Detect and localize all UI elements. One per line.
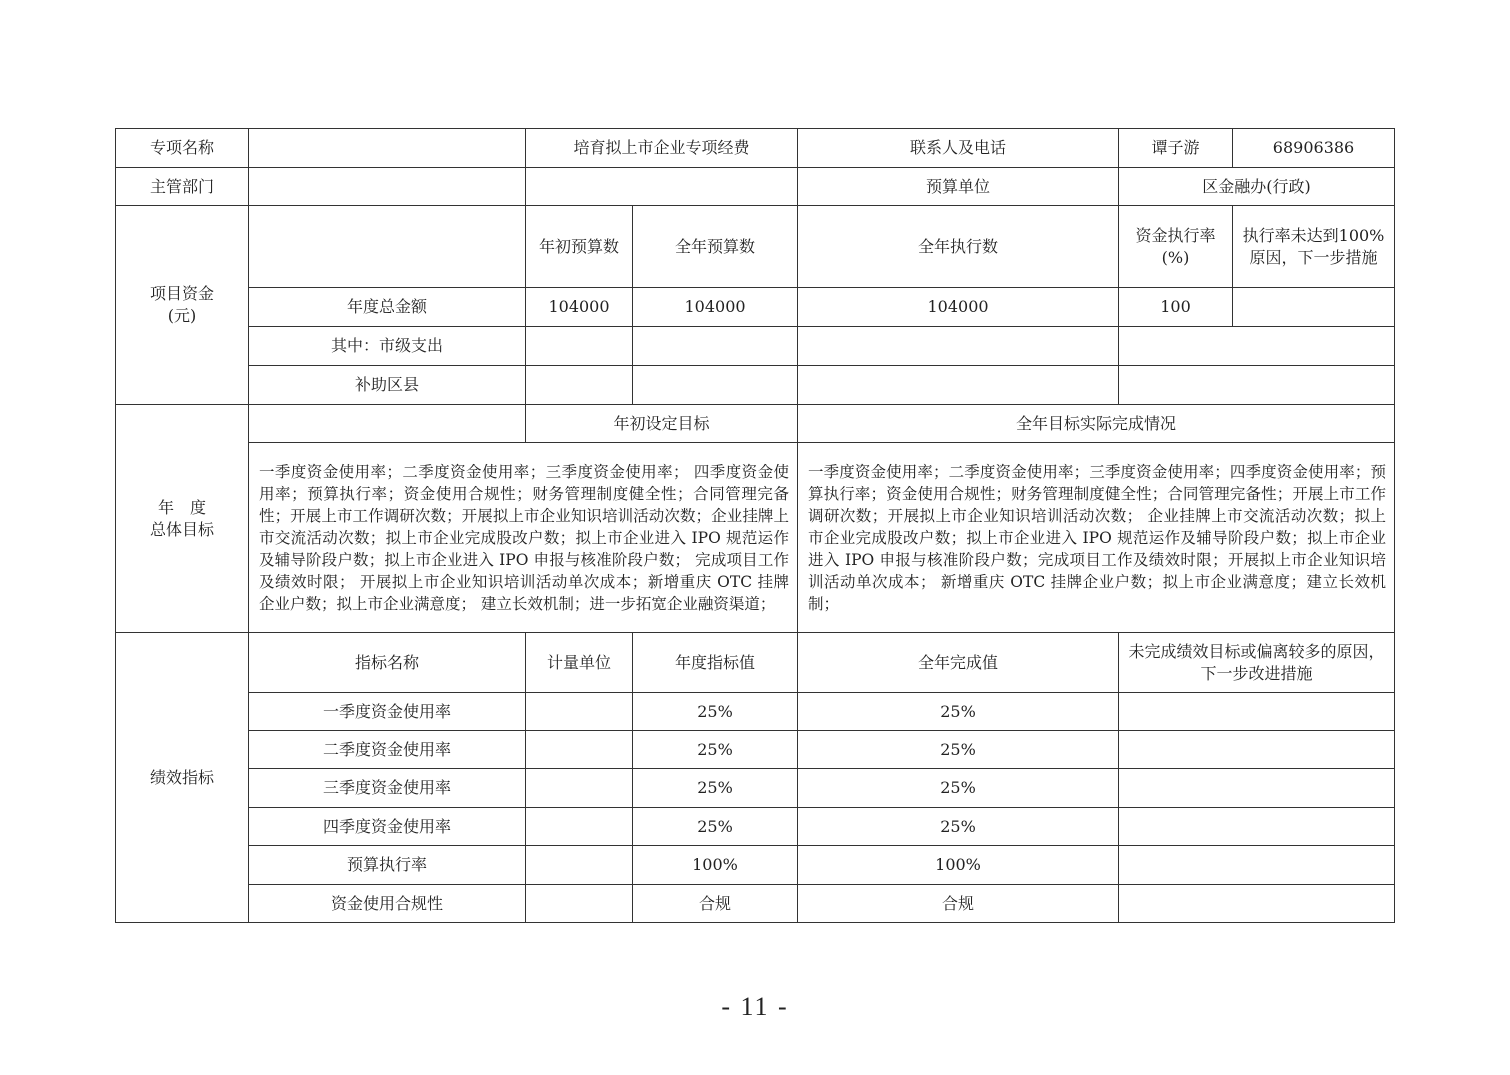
goals-text-row <box>116 443 1395 633</box>
executed-value: 104000 <box>798 288 1119 327</box>
actual-header: 全年完成值 <box>798 633 1119 693</box>
table-row <box>116 693 1395 731</box>
contact-phone: 68906386 <box>1233 129 1395 168</box>
initial-budget-value <box>526 327 633 366</box>
project-performance-table <box>115 128 1395 923</box>
indicator-reason <box>1119 693 1395 731</box>
project-name-row <box>116 129 1395 168</box>
initial-goals-header: 年初设定目标 <box>526 405 798 443</box>
funds-row <box>116 288 1395 327</box>
initial-goals-text: 一季度资金使用率；二季度资金使用率；三季度资金使用率； 四季度资金使用率；预算执行率；资金使用合规性；财务管理制度健全性；合同管理完备性；开展上市工作调研次数；开展拟上市企业知识培训活动次数；企业挂牌上市交流活动次数；拟上市企业完成股改户数；拟上市企业进入 IPO 规范运作及辅导阶段户数；拟上市企业进入 IPO 申报与核准阶段户数； 完成项目工作及绩效时限； 开展拟上市企业知识培训活动单次成本；新增重庆 OTC 挂牌企业户数；拟上市企业满意度； 建立长效机制；进一步拓宽企业融资渠道； <box>249 443 798 633</box>
reason-header: 执行率未达到100% 原因，下一步措施 <box>1233 206 1395 288</box>
indicator-target: 25% <box>633 693 798 731</box>
indicator-unit <box>526 769 633 808</box>
funds-header-row <box>116 206 1395 288</box>
funds-section-label: 项目资金 (元) <box>116 206 249 405</box>
indicator-actual: 25% <box>798 769 1119 808</box>
table-row <box>116 808 1395 846</box>
department-value <box>526 168 798 206</box>
initial-budget-value: 104000 <box>526 288 633 327</box>
indicator-target: 25% <box>633 731 798 769</box>
executed-value <box>798 366 1119 405</box>
performance-section-label: 绩效指标 <box>116 633 249 923</box>
table-row <box>116 731 1395 769</box>
initial-budget-value <box>526 366 633 405</box>
indicator-actual: 25% <box>798 693 1119 731</box>
empty-cell <box>249 168 526 206</box>
table-row <box>116 885 1395 923</box>
full-year-budget-value <box>633 327 798 366</box>
budget-unit-label: 预算单位 <box>798 168 1119 206</box>
indicator-reason <box>1119 846 1395 885</box>
indicator-reason <box>1119 731 1395 769</box>
indicator-actual: 100% <box>798 846 1119 885</box>
indicator-unit <box>526 731 633 769</box>
department-row <box>116 168 1395 206</box>
table-row <box>116 846 1395 885</box>
indicator-unit <box>526 846 633 885</box>
actual-goals-text: 一季度资金使用率；二季度资金使用率；三季度资金使用率；四季度资金使用率；预算执行率；资金使用合规性；财务管理制度健全性；合同管理完备性；开展上市工作调研次数；开展拟上市企业知识培训活动次数； 企业挂牌上市交流活动次数；拟上市企业完成股改户数；拟上市企业进入 IPO 规范运作及辅导阶段户数；拟上市企业进入 IPO 申报与核准阶段户数；完成项目工作及绩效时限；开展拟上市企业知识培训活动单次成本； 新增重庆 OTC 挂牌企业户数；拟上市企业满意度；建立长效机制； <box>798 443 1395 633</box>
indicator-unit <box>526 808 633 846</box>
indicator-target: 25% <box>633 808 798 846</box>
indicator-reason <box>1119 769 1395 808</box>
indicator-actual: 25% <box>798 731 1119 769</box>
full-year-budget-value: 104000 <box>633 288 798 327</box>
indicator-unit <box>526 885 633 923</box>
budget-unit-value: 区金融办(行政) <box>1119 168 1395 206</box>
target-header: 年度指标值 <box>633 633 798 693</box>
indicator-name: 一季度资金使用率 <box>249 693 526 731</box>
department-label: 主管部门 <box>116 168 249 206</box>
indicator-actual: 合规 <box>798 885 1119 923</box>
reason-value <box>1233 288 1395 327</box>
deviation-reason-header: 未完成绩效目标或偏离较多的原因，下一步改进措施 <box>1119 633 1395 693</box>
execution-rate-value <box>1119 327 1395 366</box>
indicator-actual: 25% <box>798 808 1119 846</box>
goals-section-label: 年 度 总体目标 <box>116 405 249 633</box>
execution-rate-header: 资金执行率(%) <box>1119 206 1233 288</box>
performance-header-row <box>116 633 1395 693</box>
table-row <box>116 769 1395 808</box>
indicator-reason <box>1119 808 1395 846</box>
indicator-name: 二季度资金使用率 <box>249 731 526 769</box>
full-year-budget-header: 全年预算数 <box>633 206 798 288</box>
unit-header: 计量单位 <box>526 633 633 693</box>
indicator-target: 合规 <box>633 885 798 923</box>
execution-rate-value: 100 <box>1119 288 1233 327</box>
indicator-name: 三季度资金使用率 <box>249 769 526 808</box>
funds-row-label: 其中：市级支出 <box>249 327 526 366</box>
actual-goals-header: 全年目标实际完成情况 <box>798 405 1395 443</box>
indicator-target: 100% <box>633 846 798 885</box>
contact-name: 谭子游 <box>1119 129 1233 168</box>
empty-cell <box>249 206 526 288</box>
empty-cell <box>249 129 526 168</box>
project-name-value: 培育拟上市企业专项经费 <box>526 129 798 168</box>
full-year-budget-value <box>633 366 798 405</box>
indicator-unit <box>526 693 633 731</box>
indicator-name: 资金使用合规性 <box>249 885 526 923</box>
executed-header: 全年执行数 <box>798 206 1119 288</box>
initial-budget-header: 年初预算数 <box>526 206 633 288</box>
indicator-name: 预算执行率 <box>249 846 526 885</box>
funds-row-label: 年度总金额 <box>249 288 526 327</box>
indicator-name-header: 指标名称 <box>249 633 526 693</box>
project-name-label: 专项名称 <box>116 129 249 168</box>
funds-row <box>116 327 1395 366</box>
page-number: - 11 - <box>721 992 789 1021</box>
indicator-target: 25% <box>633 769 798 808</box>
funds-row <box>116 366 1395 405</box>
funds-row-label: 补助区县 <box>249 366 526 405</box>
goals-header-row <box>116 405 1395 443</box>
indicator-reason <box>1119 885 1395 923</box>
executed-value <box>798 327 1119 366</box>
empty-cell <box>249 405 526 443</box>
execution-rate-value <box>1119 366 1395 405</box>
indicator-name: 四季度资金使用率 <box>249 808 526 846</box>
contact-label: 联系人及电话 <box>798 129 1119 168</box>
